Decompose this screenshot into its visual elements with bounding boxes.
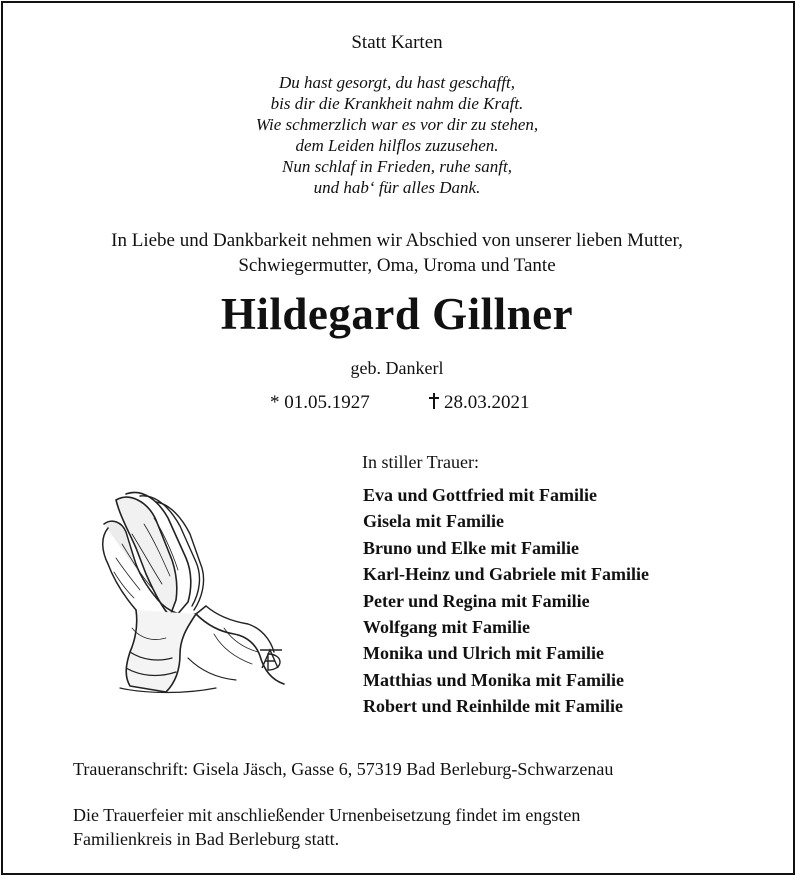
mourner-item: Wolfgang mit Familie xyxy=(363,616,530,637)
poem-line: Du hast gesorgt, du hast geschafft, xyxy=(279,73,515,92)
poem xyxy=(0,72,794,198)
mourner-item: Gisela mit Familie xyxy=(363,511,504,532)
praying-hands-icon xyxy=(96,488,292,696)
cross-icon xyxy=(428,393,440,409)
death-date xyxy=(428,392,530,414)
monogram xyxy=(260,650,282,670)
poem-line: und hab‘ für alles Dank. xyxy=(313,178,481,197)
poem-line: bis dir die Krankheit nahm die Kraft. xyxy=(270,94,524,113)
death-date-value: 28.03.2021 xyxy=(444,392,530,413)
poem-line: dem Leiden hilflos zuzusehen. xyxy=(295,136,499,155)
service-line: Familienkreis in Bad Berleburg statt. xyxy=(73,829,340,849)
mourner-item: Karl-Heinz und Gabriele mit Familie xyxy=(363,564,649,585)
header-text: Statt Karten xyxy=(351,32,443,53)
mourner-item: Eva und Gottfried mit Familie xyxy=(363,485,597,505)
mourner-item: Robert und Reinhilde mit Familie xyxy=(363,696,623,717)
mourning-address: Traueranschrift: Gisela Jäsch, Gasse 6, 57319 Bad Berleburg-Schwarzenau xyxy=(73,759,614,779)
birth-date: * 01.05.1927 xyxy=(270,392,370,413)
poem-line: Nun schlaf in Frieden, ruhe sanft, xyxy=(282,157,512,176)
service-line: Die Trauerfeier mit anschließender Urnenbeisetzung findet im engsten xyxy=(73,805,581,825)
mourner-item: Monika und Ulrich mit Familie xyxy=(363,643,605,664)
poem-line: Wie schmerzlich war es vor dir zu stehen, xyxy=(255,115,539,134)
funeral-service-note xyxy=(73,803,580,851)
mourners-list xyxy=(363,482,649,720)
mourners-label: In stiller Trauer: xyxy=(362,452,479,472)
intro-text xyxy=(0,228,794,278)
intro-line: In Liebe und Dankbarkeit nehmen wir Abschied von unserer lieben Mutter, xyxy=(111,230,683,251)
intro-line: Schwiegermutter, Oma, Uroma und Tante xyxy=(238,255,556,276)
mourner-item: Peter und Regina mit Familie xyxy=(363,590,590,611)
mourner-item: Bruno und Elke mit Familie xyxy=(363,537,580,558)
mourner-item: Matthias und Monika mit Familie xyxy=(363,669,625,690)
deceased-name: Hildegard Gillner xyxy=(220,289,574,339)
maiden-name: geb. Dankerl xyxy=(350,358,444,378)
